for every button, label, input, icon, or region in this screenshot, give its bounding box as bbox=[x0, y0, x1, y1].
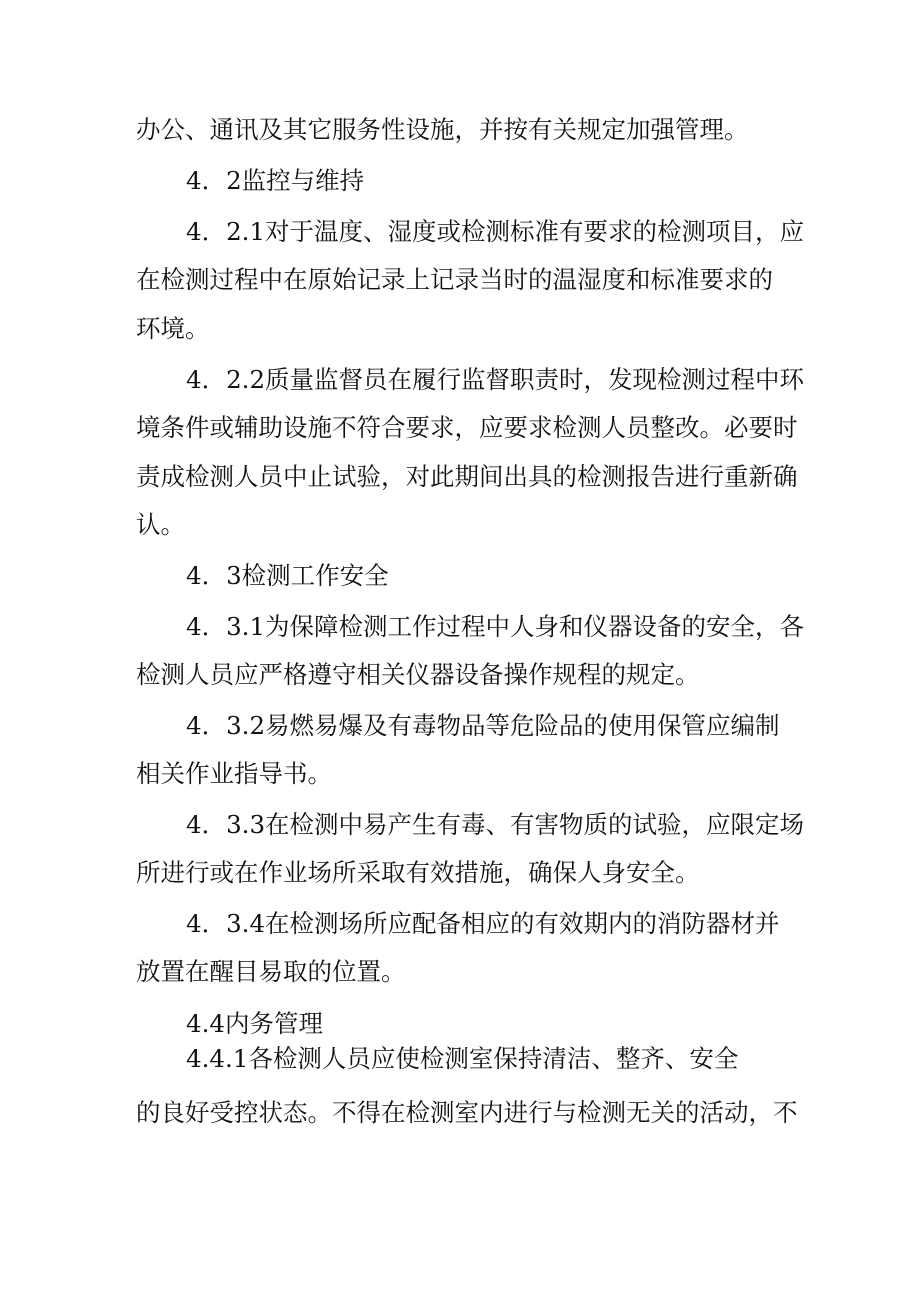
text-line: 的良好受控状态。不得在检测室内进行与检测无关的活动，不 bbox=[136, 1098, 798, 1127]
text-line: 责成检测人员中止试验，对此期间出具的检测报告进行重新确 bbox=[136, 462, 798, 491]
text-line: 检测人员应严格遵守相关仪器设备操作规程的规定。 bbox=[136, 660, 700, 689]
text-line: 境条件或辅助设施不符合要求，应要求检测人员整改。必要时 bbox=[136, 413, 798, 442]
text-line: 在检测过程中在原始记录上记录当时的温湿度和标准要求的 bbox=[136, 265, 773, 294]
text-line: 办公、通讯及其它服务性设施，并按有关规定加强管理。 bbox=[136, 115, 749, 144]
section-heading: 4.4内务管理 bbox=[186, 1009, 323, 1038]
text-line: 4．3.3在检测中易产生有毒、有害物质的试验，应限定场 bbox=[186, 810, 805, 839]
text-line: 环境。 bbox=[136, 314, 210, 343]
text-line: 4．3.1为保障检测工作过程中人身和仪器设备的安全，各 bbox=[186, 612, 805, 641]
text-line: 放置在醒目易取的位置。 bbox=[136, 957, 406, 986]
text-line: 4．2.1对于温度、湿度或检测标准有要求的检测项目，应 bbox=[186, 217, 805, 246]
text-line: 4.4.1各检测人员应使检测室保持清洁、整齐、安全 bbox=[186, 1044, 739, 1073]
section-heading: 4．2监控与维持 bbox=[186, 166, 365, 195]
text-line: 4．2.2质量监督员在履行监督职责时，发现检测过程中环 bbox=[186, 365, 805, 394]
text-line: 4．3.4在检测场所应配备相应的有效期内的消防器材并 bbox=[186, 909, 780, 938]
text-line: 相关作业指导书。 bbox=[136, 759, 332, 788]
text-line: 所进行或在作业场所采取有效措施，确保人身安全。 bbox=[136, 858, 700, 887]
text-line: 4．3.2易燃易爆及有毒物品等危险品的使用保管应编制 bbox=[186, 711, 780, 740]
text-line: 认。 bbox=[136, 510, 185, 539]
section-heading: 4．3检测工作安全 bbox=[186, 561, 389, 590]
